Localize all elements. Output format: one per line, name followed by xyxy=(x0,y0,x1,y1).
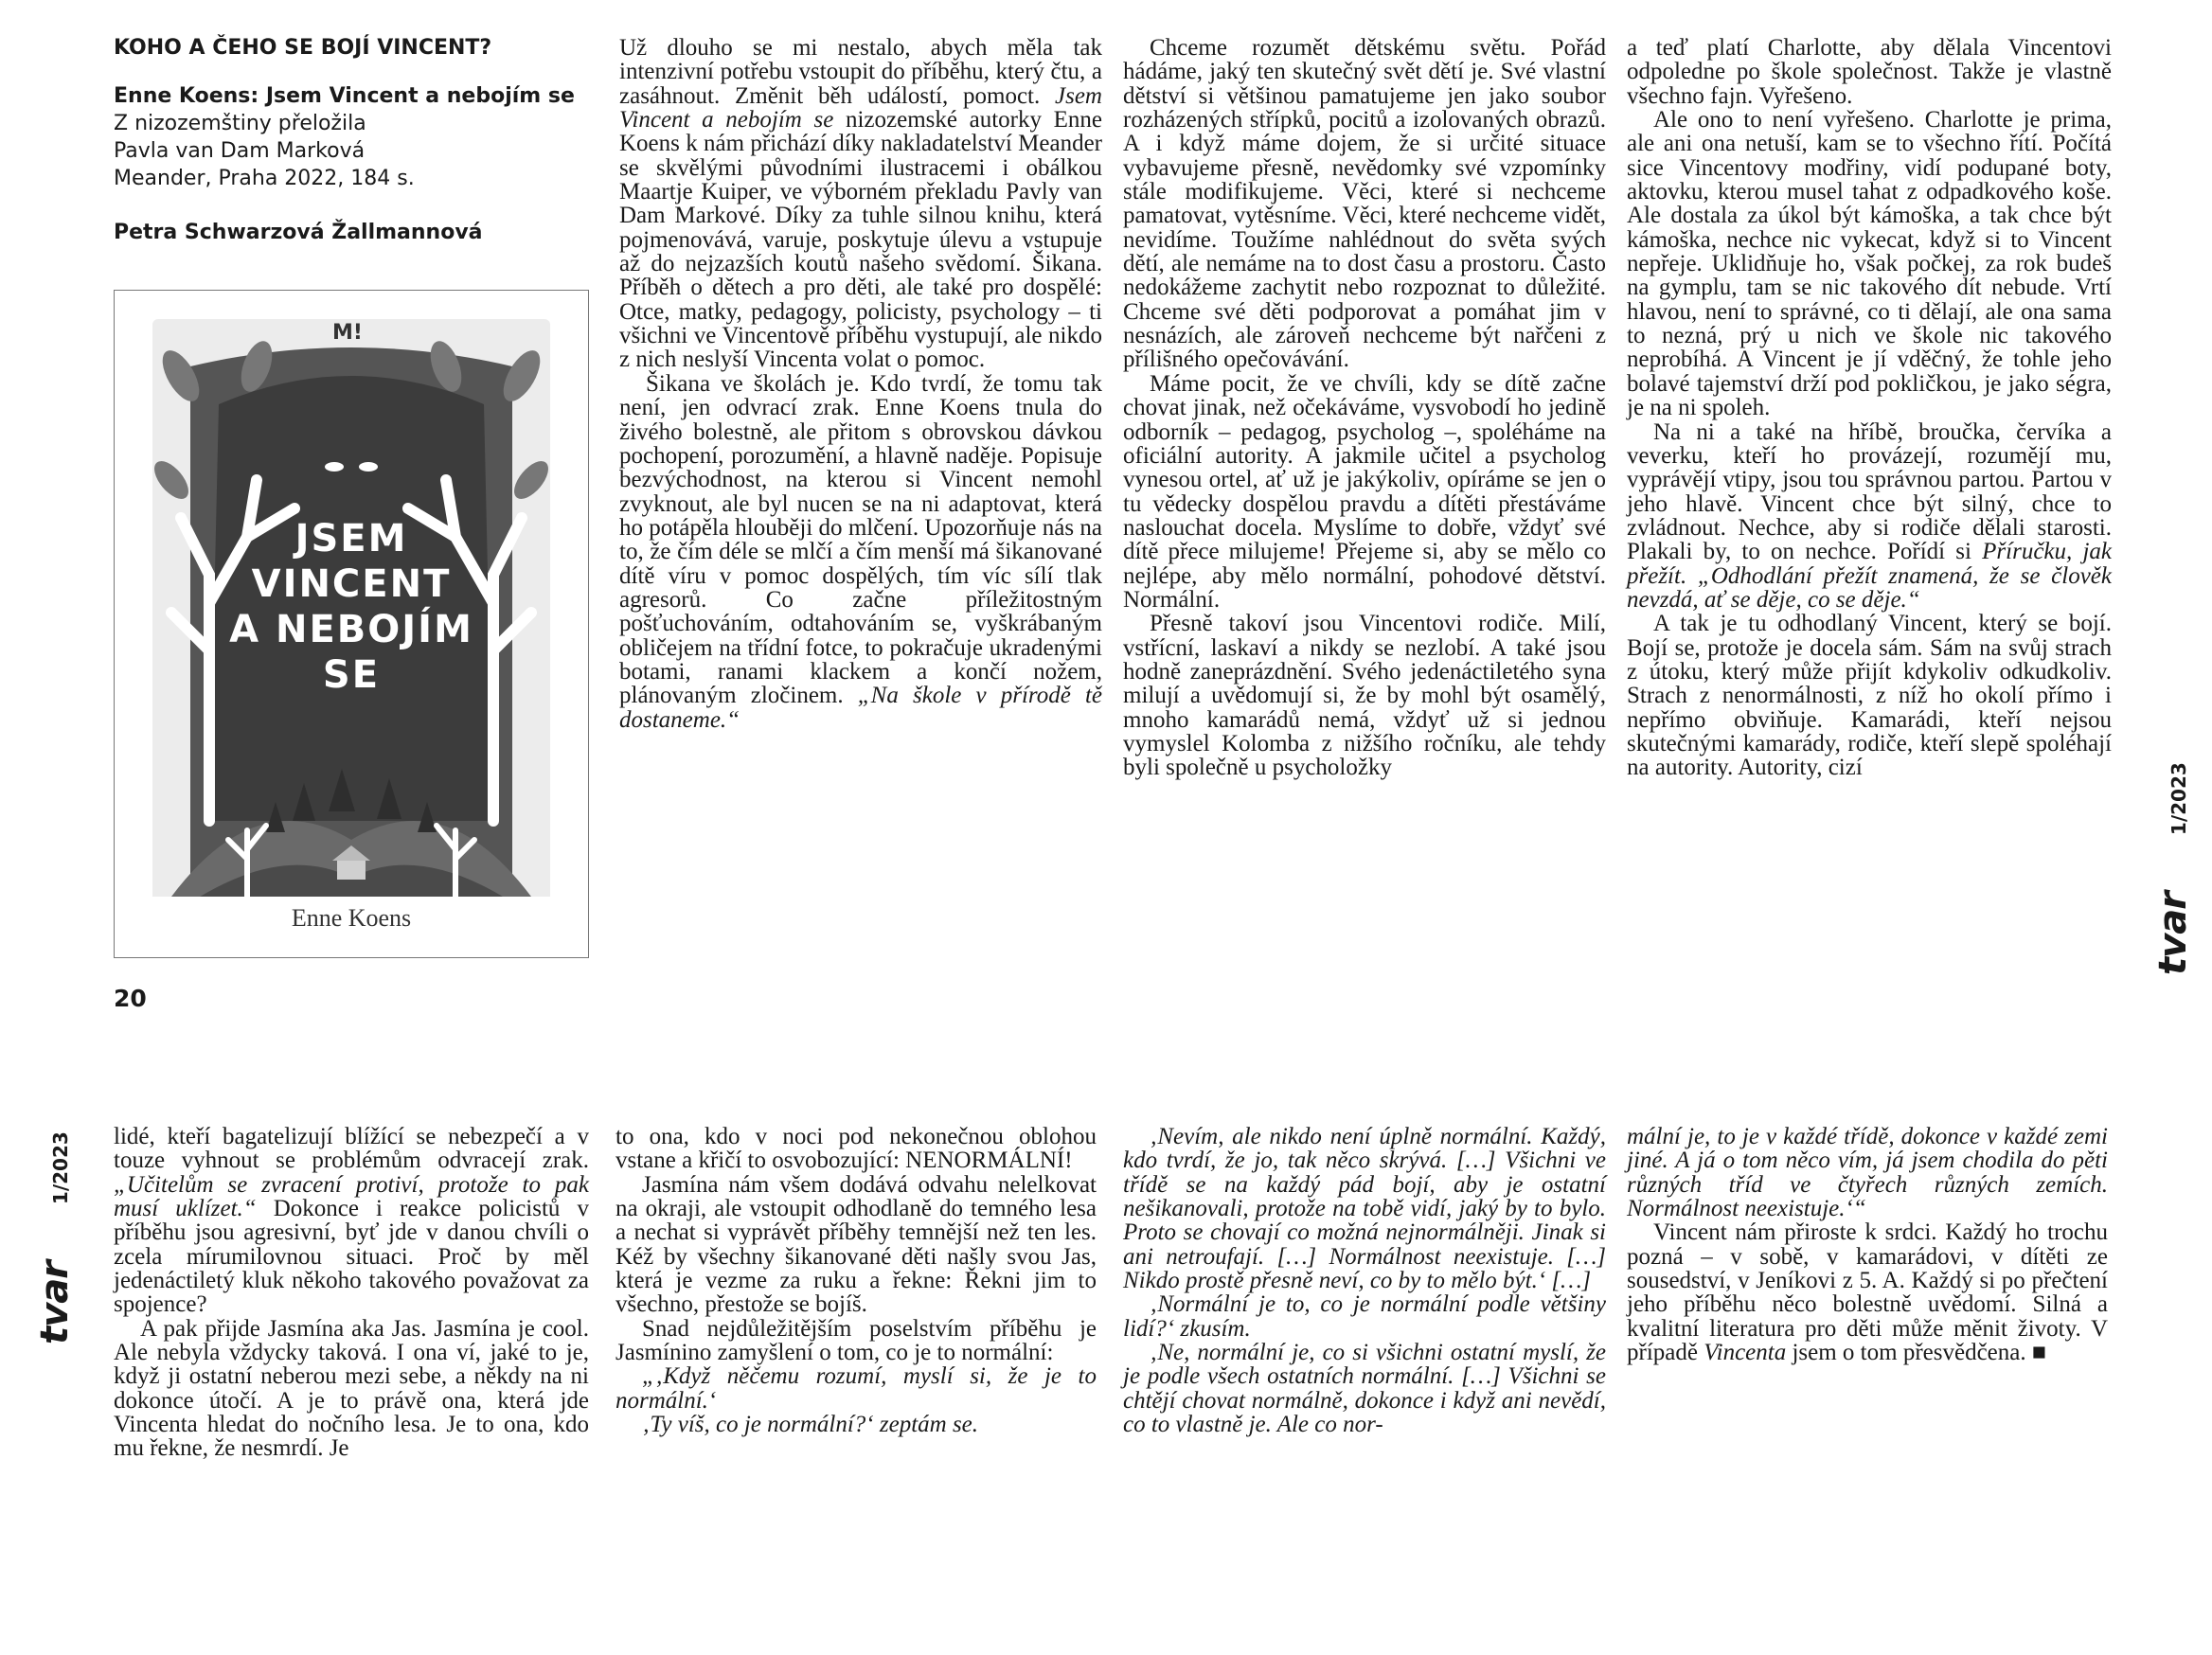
cover-title xyxy=(115,516,588,698)
paragraph: ‚Nevím, ale nikdo není úplně normální. Každý, kdo tvrdí, že jo, tak něco skrývá. […] Všichni ve třídě se na každý pád bojí, aby je ostatní nešikanovali, protože na tobě vidí, jaký by to bylo. Proto se chovají co možná nejnormálněji. Jinak si ani netroufají. […] Normálnost neexistuje. […] Nikdo prostě přesně neví, co by to mělo být.‘ […] xyxy=(1123,1124,1606,1294)
book-cover xyxy=(114,290,589,958)
article-title: KOHO A ČEHO SE BOJÍ VINCENT? xyxy=(114,36,492,60)
publisher-logo: M! xyxy=(332,321,363,345)
publisher: Meander, Praha 2022, 184 s. xyxy=(114,167,415,190)
reviewer: Petra Schwarzová Žallmannová xyxy=(114,221,483,244)
translation-note: Z nizozemštiny přeložila xyxy=(114,112,366,135)
magazine-logo: tvar xyxy=(33,1261,77,1344)
cover-title-line: SE xyxy=(322,653,381,697)
paragraph: Chceme rozumět dětskému světu. Pořád hádáme, jaký ten skutečný svět dětí je. Své vlastní dětství si většinou pamatujeme jen jako soubor rozházených střípků, pocitů a izolovaných obrazů. A i když máme dojem, že si určité situace vybavujeme přesně, nevědomky své vzpomínky stále modifikujeme. Věci, které si nechceme pamatovat, vytěsníme. Věci, které nechceme vidět, nevidíme. Toužíme nahlédnout do světa svých dětí, ale nemáme na to dost času a prostoru. Často nedokážeme zachytit nebo rozpoznat to důležité. Chceme své děti podporovat a pomáhat jim v nesnázích, ale zároveň nechceme být nařčeni z přílišného opečovávání. xyxy=(1123,35,1606,373)
translator: Pavla van Dam Marková xyxy=(114,139,366,163)
column-top-2 xyxy=(1123,36,1606,780)
paragraph: a teď platí Charlotte, aby dělala Vincentovi odpoledne po škole společnost. Takže je vlastně všechno fajn. Vyřešeno. xyxy=(1627,35,2112,109)
paragraph: Vincent nám přiroste k srdci. Každý ho trochu pozná – v sobě, v kamarádovi, v dítěti ze sousedství, v Jeníkovi z 5. A. Každý si po přečtení jeho příběhu něco bolestně uvědomí. Silná a kvalitní literatura pro děti může měnit životy. V případě Vincenta jsem o tom přesvědčena. ■ xyxy=(1627,1219,2108,1366)
side-label-right xyxy=(2151,762,2195,975)
issue-number: 1/2023 xyxy=(2167,762,2190,836)
paragraph: Přesně takoví jsou Vincentovi rodiče. Milí, vstřícní, laskaví a nikdy se nezlobí. A také jsou hodně zaneprázdnění. Svého jedenáctiletého syna milují a uvědomují si, že by mohl být osamělý, mnoho kamarádů nemá, vždyť už si jednou vymyslel Kolomba z nižšího ročníku, ale tehdy byli společně u psycholožky xyxy=(1123,611,1606,781)
book-title: Enne Koens: Jsem Vincent a nebojím se xyxy=(114,84,575,108)
cover-title-line: A NEBOJÍM xyxy=(229,608,473,651)
paragraph: Jasmína nám všem dodává odvahu nelelkovat na okraji, ale vstoupit odhodlaně do temného lesa a nechat si vyprávět příběhy temnější než ten les. Kéž by všechny šikanované děti našly svou Jas, která je vezme za ruku a řekne: Řekni jim to všechno, přestože se bojíš. xyxy=(615,1171,1097,1318)
cover-title-line: VINCENT xyxy=(251,562,452,606)
paragraph: A tak je tu odhodlaný Vincent, který se bojí. Bojí se, protože je docela sám. Sám na svůj strach z útoku, který může přijít kdykoliv odkudkoliv. Strach z nenormálnosti, z níž ho okolí přímo i nepřímo obviňuje. Kamarádi, kteří nejsou skutečnými kamarády, rodiče, kteří slepě spoléhají na autority. Autority, cizí xyxy=(1627,611,2112,781)
side-label-left xyxy=(33,1131,77,1344)
paragraph: ‚Ty víš, co je normální?‘ zeptám se. xyxy=(642,1412,979,1438)
column-top-3 xyxy=(1627,36,2112,780)
paragraph: „‚Když něčemu rozumí, myslí si, že je to normální.‘ xyxy=(615,1363,1097,1414)
paragraph: Už dlouho se mi nestalo, abych měla tak intenzivní potřebu vstoupit do příběhu, který čtu, a zasáhnout. Změnit běh událostí, pomoct. Jsem Vincent a nebojím se nizozemské autorky Enne Koens k nám přichází díky nakladatelství Meander se skvělými původními ilustracemi i obálkou Maartje Kuiper, ve výborném překladu Pavly van Dam Markové. Díky za tuhle silnou knihu, která pojmenovává, varuje, poskytuje úlevu a vstupuje až do nejzazších koutů našeho svědomí. Šikana. Příběh o dětech a pro děti, ale také pro dospělé: Otce, matky, pedagogy, policisty, psychology – ti všichni ve Vincentově příběhu vystupují, ale nikdo z nich neslyší Vincenta volat o pomoc. xyxy=(619,35,1102,373)
paragraph: to ona, kdo v noci pod nekonečnou oblohou vstane a křičí to osvobozující: NENORMÁLNÍ! xyxy=(615,1124,1097,1174)
paragraph: Šikana ve školách je. Kdo tvrdí, že tomu tak není, jen odvrací zrak. Enne Koens tnula do živého bolestně, ale přitom s obrovskou dávkou pochopení, porozumění, a hlavně naděje. Popisuje bezvýchodnost, na kterou si Vincent nemohl zvyknout, ale byl nucen se na ni adaptovat, která ho potápěla hlouběji do mlčení. Upozorňuje nás na to, že čím déle se mlčí a čím menší má šikanované dítě víru v pomoc dospělých, tím víc sílí tlak agresorů. Co začne příležitostným pošťuchováním, odtahováním se, vyškrábaným obličejem na třídní fotce, to pokračuje ukradenými botami, ranami klackem a končí nožem, plánovaným zločinem. „Na škole v přírodě tě dostaneme.“ xyxy=(619,370,1103,733)
paragraph: mální je, to je v každé třídě, dokonce v každé zemi jiné. A já o tom něco vím, já jsem chodila do pěti různých tříd ve čtyřech různých zemích. Normálnost neexistuje.‘“ xyxy=(1627,1124,2108,1222)
paragraph: A pak přijde Jasmína aka Jas. Jasmína je cool. Ale nebyla vždycky taková. I ona ví, jaké to je, když ji ostatní neberou mezi sebe, a někdy na ni dokonce útočí. A je to právě ona, která jde Vincenta hledat do nočního lesa. Je to ona, kdo mu řekne, že nesmrdí. Je xyxy=(114,1315,589,1462)
column-bottom-4 xyxy=(1627,1125,2108,1364)
issue-number: 1/2023 xyxy=(49,1131,72,1205)
column-bottom-2 xyxy=(615,1125,1097,1436)
cover-title-line: JSEM xyxy=(294,517,408,561)
paragraph: ‚Ne, normální je, co si všichni ostatní myslí, že je podle všech ostatních normální. […] Všichni se chtějí chovat normálně, dokonce i když ani nevědí, co to vlastně je. Ale co nor- xyxy=(1123,1340,1606,1438)
paragraph: Na ni a také na hříbě, broučka, červíka a veverku, kteří ho provázejí, rozumějí mu, vyprávějí vtipy, jsou tou správnou partou. Partou v jeho hlavě. Vincent chce být silný, chce to zvládnout. Nechce, aby si rodiče dělali starosti. Plakali by, to on nechce. Pořídí si Příručku, jak přežít. „Odhodlání přežít znamená, že se člověk nevzdá, ať se děje, co se děje.“ xyxy=(1627,418,2112,613)
paragraph: Máme pocit, že ve chvíli, kdy se dítě začne chovat jinak, než očekáváme, vysvobodí ho jedině odborník – pedagog, psycholog –, spoléháme na oficiální autority. A jakmile učitel a psycholog vynesou ortel, ať už je jakýkoliv, opíráme se jen o tu vědecky dospělou pravdu a dítěti přestáváme naslouchat docela. Myslíme to dobře, vždyť své dítě přece milujeme! Přejeme si, aby se mělo co nejlépe, aby mělo normální, pohodové dětství. Normální. xyxy=(1123,370,1606,613)
column-bottom-1 xyxy=(114,1125,589,1461)
article-header xyxy=(114,36,587,246)
page-number: 20 xyxy=(114,985,147,1012)
paragraph: Snad nejdůležitějším poselstvím příběhu je Jasmínino zamyšlení o tom, co je to normální: xyxy=(615,1315,1097,1366)
paragraph: ‚Normální je to, co je normální podle většiny lidí?‘ zkusím. xyxy=(1123,1291,1606,1342)
column-bottom-3 xyxy=(1123,1125,1606,1436)
magazine-logo: tvar xyxy=(2151,892,2195,975)
paragraph: lidé, kteří bagatelizují blížící se nebezpečí a v touze vyhnout se problémům odvracejí zrak. „Učitelům se zvracení protiví, protože to pak musí uklízet.“ Dokonce i reakce policistů v příběhu jsou agresivní, byť jde v danou chvíli o zcela mírumilovnou situaci. Proč by měl jedenáctiletý kluk někoho takového považovat za spojence? xyxy=(114,1124,589,1318)
column-top-1 xyxy=(619,36,1102,732)
paragraph: Ale ono to není vyřešeno. Charlotte je prima, ale ani ona netuší, kam se to všechno řítí. Počítá sice Vincentovy modřiny, vidí podupané boty, aktovku, kterou musel tahat z odpadkového koše. Ale dostala za úkol být kámoška, a tak chce být kámoška, nechce nic vykecat, když si to Vincent nepřeje. Uklidňuje ho, však počkej, za rok budeš na gymplu, tam se nic takového dít nebude. Vrtí hlavou, není to správné, co ti dělají, ale ona sama to nezná, prý u nich ve škole nic takového neprobíhá. A Vincent je jí vděčný, že tohle jeho bolavé tajemství drží pod pokličkou, je jako ségra, je na ni spoleh. xyxy=(1627,107,2112,421)
cover-author: Enne Koens xyxy=(291,904,412,932)
